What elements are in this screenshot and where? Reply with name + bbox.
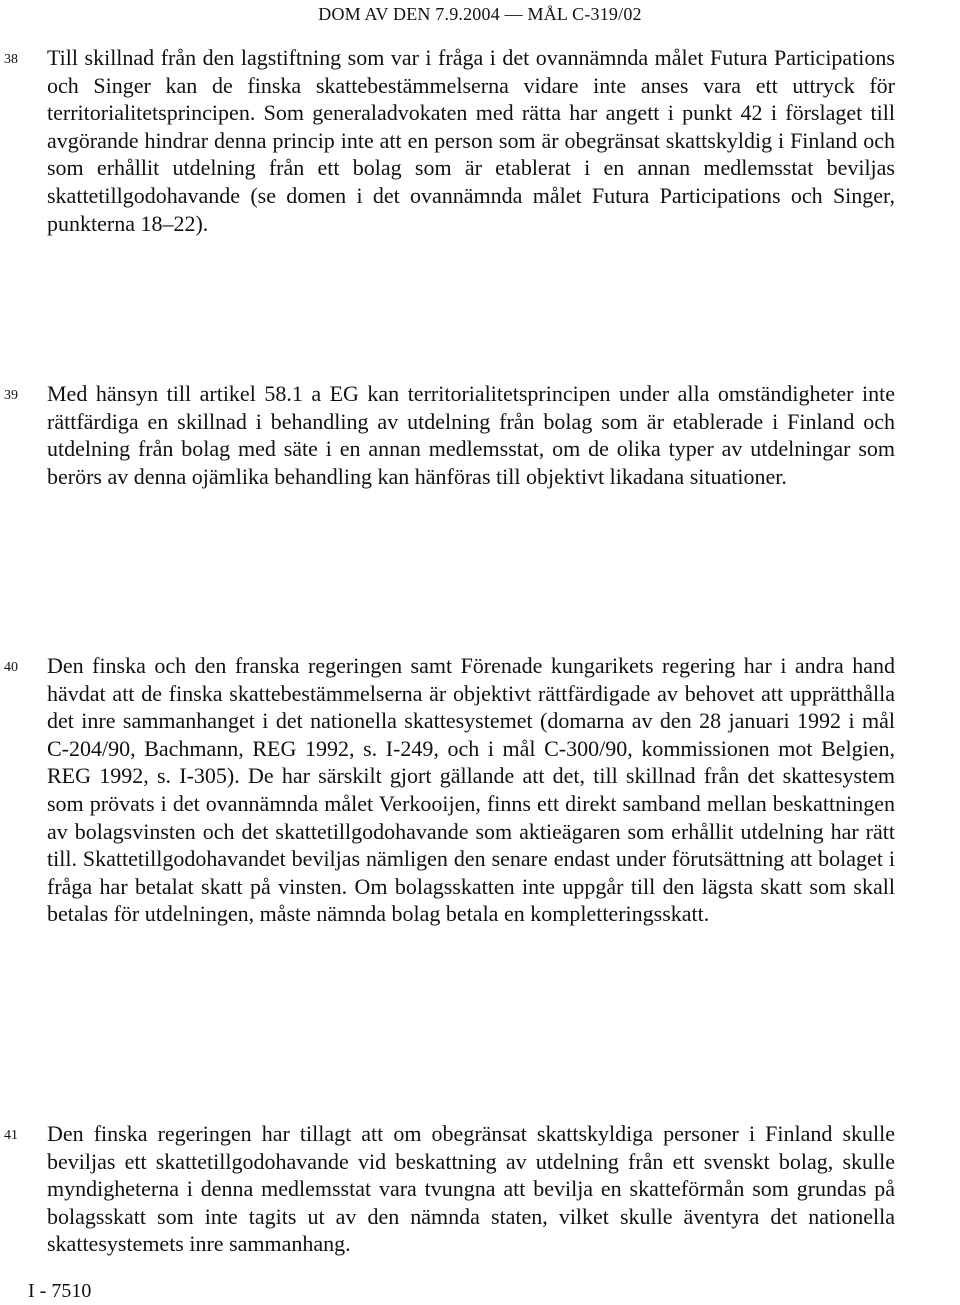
page-header: DOM AV DEN 7.9.2004 — MÅL C-319/02 (318, 4, 642, 24)
paragraph-number: 40 (4, 660, 18, 675)
paragraph-text: Den finska regeringen har tillagt att om obegränsat skattskyldiga personer i Finland skulle beviljas ett skattetillgodohavande vid beskattning av utdelning från ett svenskt bolag, skulle myndigheterna i denna medlemsstat vara tvungna att bevilja en skatteförmån som grundas på bolagsskatt som inte tagits ut av den nämnda staten, vilket skulle äventyra det nationella skattesystemets inre sammanhang. (47, 1121, 895, 1257)
paragraph-number: 38 (4, 52, 18, 67)
paragraph-text: Den finska och den franska regeringen samt Förenade kungarikets regering har i andra hand hävdat att de finska skattebestämmelserna är objektivt rättfärdigade av behovet att upprätthålla det inre sammanhanget i det nationella skattesystemet (domarna av den 28 januari 1992 i mål C-204/90, Bachmann, REG 1992, s. I-249, och i mål C-300/90, kommissionen mot Belgien, REG 1992, s. I-305). De har särskilt gjort gällande att det, till skillnad från det skattesystem som prövats i det ovannämnda målet Verkooijen, finns ett direkt samband mellan beskattningen av bolagsvinsten och det skattetillgodohavande som aktieägaren som erhållit utdelning har rätt till. Skattetillgodohavandet beviljas nämligen den senare endast under förutsättning att bolaget i fråga har betalat skatt på vinsten. Om bolagsskatten inte uppgår till den lägsta skatt som skall betalas för utdelningen, måste nämnda bolag betala en kompletteringsskatt. (47, 653, 895, 927)
paragraph-number: 41 (4, 1128, 18, 1143)
page-number: I - 7510 (28, 1280, 92, 1302)
paragraph-text: Till skillnad från den lagstiftning som var i fråga i det ovannämnda målet Futura Participations och Singer kan de finska skattebestämmelserna vidare inte anses vara ett uttryck för territorialitetsprincipen. Som generaladvokaten med rätta har angett i punkt 42 i förslaget till avgörande hindrar denna princip inte att en person som är obegränsat skattskyldig i Finland och som erhållit utdelning från ett bolag som är etablerat i en annan medlemsstat beviljas skattetillgodohavande (se domen i det ovannämnda målet Futura Participations och Singer, punkterna 18–22). (47, 45, 895, 236)
paragraph-number: 39 (4, 388, 18, 403)
paragraph-text: Med hänsyn till artikel 58.1 a EG kan territorialitetsprincipen under alla omständigheter inte rättfärdiga en skillnad i behandling av utdelning från bolag som är etablerade i Finland och utdelning från bolag med säte i en annan medlemsstat, om de olika typer av utdelningar som berörs av denna ojämlika behandling kan hänföras till objektivt likadana situationer. (47, 381, 895, 489)
